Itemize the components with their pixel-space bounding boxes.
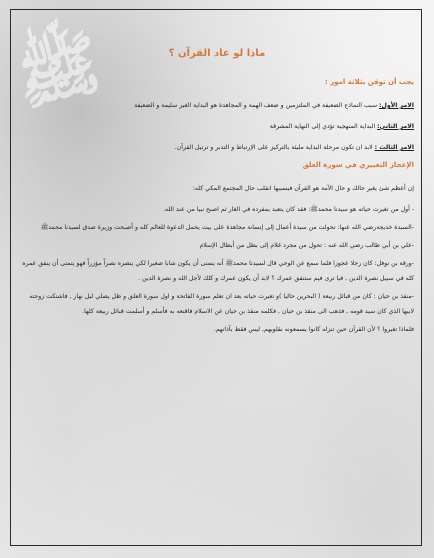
document-body (20, 48, 414, 343)
list-item: - أول من تغيرت حياته هو سيدنا محمدﷺ: فقد كان يتعبد بمفرده في الغار ثم اصبح نبيا من عند الله. (163, 206, 414, 213)
point-second (20, 119, 414, 134)
list-item: -منقذ بن حيان : كان من قبائل ربيعة ( البحرين حاليا )و تغيرت حياته بعد ان تعلم سورة الفاتحة و اول سورة العلق و ظل يصلي ليل نهار , فاشتكت زوجته لابيها الذي كان سيد قومه , فذهب الى منقذ بن حيان , فكلمه منقذ بن حيان عن الاسلام فاقنعه به فأسلم و أسلمت قبائل ربيعة كلها. (29, 293, 414, 315)
list-item: -ورقة بن نوفل: كان رجلا عجوزا فلما سمع عن الوحي قال لسيدنا محمدﷺ أنه يتمنى أن يكون شابا صغيرا لكي ينصره نصراً مؤزراً فهو يتمنى أن ينفق عمره كله في سبيل نصرة الدين , فيا ترى فيم ستنفق عمرك ؟ لابد أن يكون عمرك و كلك لأجل الله و نصرة الدين . (22, 260, 414, 282)
point-first (20, 98, 414, 113)
point-first-text: سبب النماذج الضعيفة في الملتزمين و ضعف الهمة و المجاهدة هو البداية الغير سليمة و الضعيفة (134, 102, 380, 109)
intro-paragraph: إن أعظم شئ يغير حالك و حال الأمة هو القرآن فبسببها انقلب حال المجتمع المكي كله: (192, 185, 414, 192)
point-third (20, 140, 414, 155)
section-heading-surat-al-alaq: الإعجاز التغييري في سورة العلق (302, 161, 414, 169)
point-first-label: الامر الأول: (379, 102, 414, 109)
point-third-label: الامر الثالث : (374, 144, 414, 151)
background-watermark: ﷺ (7, 19, 110, 121)
page-title: ماذا لو عاد القرآن ؟ (168, 48, 266, 59)
section-heading-three-matters: يجب أن توقن بثلاثة امور : (324, 78, 414, 86)
point-second-text: البداية المنهجية تؤدي إلى النهاية المشرقة (269, 123, 378, 130)
point-third-text: لابد ان تكون مرحلة البداية مليئة بالتركيز على الإرتباط و التدبر و ترتيل القرآن. (174, 144, 375, 151)
closing-paragraph: فلماذا تغيروا ؟ لأن القرآن حين تنزله كانوا يسمعونه بقلوبهم, ليس فقط بآذانهم. (213, 326, 414, 333)
list-item: -علي بن أبي طالب رضي الله عنه : تحول من مجرد غلام إلى بطل من أبطال الإسلام (199, 242, 414, 249)
point-second-label: الامر الثاني: (377, 123, 414, 130)
list-item: -السيدة خديجةرضي الله عنها: تحولت من سيدة أعمال إلى إنسانة مجاهدة على بيت يحمل الدعوة للعالم كله و أصبحت وزيرة صدق لسيدنا محمدﷺ (40, 224, 414, 231)
